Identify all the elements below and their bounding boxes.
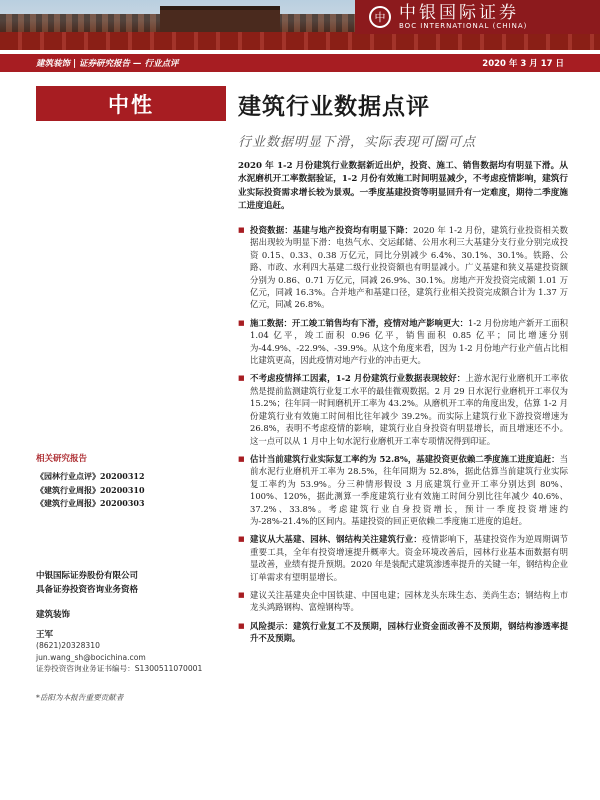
logo-english-name: BOC INTERNATIONAL (CHINA) (399, 22, 528, 30)
company-qualification: 具备证券投资咨询业务资格 (36, 584, 139, 595)
analyst-contact (36, 640, 202, 675)
company-name: 中银国际证券股份有限公司 (36, 571, 139, 581)
related-report-item: 《园林行业点评》20200312 (36, 471, 145, 481)
logo-chinese-name: 中银国际证券 (399, 3, 519, 23)
key-point-item (238, 453, 568, 527)
key-point-lead: 施工数据：开工竣工销售均有下滑，疫情对地产影响更大： (250, 317, 468, 328)
boc-logo-icon: 中 (369, 6, 391, 28)
key-point-text: 1-2 月份房地产新开工面积 1.04 亿平，竣工面积 0.96 亿平，销售面积 0.85 亿平；同比增速分别为-44.9%、-22.9%、-39.9%。从这个角度来看，因为 1-2 月份地产行业产值占比相比建筑更高，因此疫情对地产行业的冲击更大。 (250, 317, 568, 366)
palace-wall-decoration (0, 32, 600, 50)
key-point-item (238, 317, 568, 367)
analyst-license: 证券投资咨询业务证书编号：S1300511070001 (36, 664, 203, 673)
related-research-list (36, 470, 145, 511)
key-point-text: 疫情影响下，基建投资作为逆周期调节重要工具，全年有投资增速提升概率大。资金环境改善后，园林行业基本面数据有明显改善，业绩有提升预期。2020 年是装配式建筑渗透率提升的关键一年，钢结构企业订单需求有望明显增长。 (250, 534, 569, 582)
key-point-lead: 建议从大基建、园林、钢结构关注建筑行业： (250, 534, 423, 545)
report-summary: 2020 年 1-2 月份建筑行业数据新近出炉，投资、施工、销售数据均有明显下滑。从水泥磨机开工率数据验证，1-2 月份有效施工时间明显减少，不考虑疫情影响，建筑行业实际投资需求增长较为景观。一季度基建投资等明显回升有一定难度，期待二季度施工进度追赶。 (238, 161, 568, 211)
key-point-text: 建议关注基建央企中国铁建、中国电建；园林龙头东珠生态、美尚生态；钢结构上市龙头鸿路钢构、富煌钢构等。 (250, 589, 568, 613)
report-category: 建筑装饰 | 证券研究报告 — 行业点评 (36, 59, 179, 69)
key-point-text: 当前水泥行业磨机开工率为 28.5%，往年同期为 52.8%，据此估算当前建筑行业实际复工率约为 53.9%。分三种情形假设 3 月底建筑行业开工率分别达到 80%、100%、120%，据此测算一季度建筑行业有效施工时间分别比往年减少 40.6%、37.2%、33.8%。考虑建筑行业自身投资增长，预计一季度投资增速约为-28%-21.4%的区间内。基建投资的回正更依赖二季度施工进度的追赶。 (250, 453, 568, 526)
key-point-text: 上游水泥行业磨机开工率依然是提前监测建筑行业复工水平的最佳微观数据。2 月 29 日水泥行业磨机开工率仅为 15.2%；往年同一时间磨机开工率为 43.2%。从磨机开工率的角度出发，估算 1-2 月份建筑行业有效施工时间相比往年减少 39.2%。而实际上建筑行业下游投资增速为 26.8%，表明不考虑疫情的影响，建筑行业自身投资有明显增长，而且增速还不小。这一点可以从 1 月中上旬水泥行业磨机开工率专项情况得到印证。 (250, 373, 569, 446)
report-subtitle: 行业数据明显下滑，实际表现可圈可点 (238, 135, 477, 150)
key-point-text: 建筑行业复工不及预期，园林行业资金面改善不及预期，钢结构渗透率提升不及预期。 (250, 620, 569, 644)
report-date: 2020 年 3 月 17 日 (482, 59, 564, 69)
key-point-lead: 估计当前建筑行业实际复工率约为 52.8%，基建投资更依赖二季度施工进度追赶： (250, 453, 560, 464)
key-point-item (238, 224, 568, 311)
key-point-lead: 风险提示： (250, 620, 294, 631)
header-banner-image (0, 0, 600, 50)
related-report-item: 《建筑行业周报》20200310 (36, 484, 145, 495)
analyst-email[interactable]: jun.wang_sh@bocichina.com (36, 652, 146, 662)
report-title: 建筑行业数据点评 (238, 94, 430, 120)
report-meta-bar (0, 54, 600, 72)
company-info (36, 570, 138, 597)
contributor-note: *岳阳为本报告重要贡献者 (36, 693, 124, 702)
key-points-list (238, 224, 568, 651)
key-point-item (238, 589, 568, 614)
key-point-lead: 不考虑疫情择工因素，1-2 月份建筑行业数据表现较好： (250, 373, 466, 384)
related-report-item: 《建筑行业周报》20200303 (36, 498, 145, 508)
key-point-text: 2020 年 1-2 月份，建筑行业投资相关数据出现较为明显下滑：电热气水、交运邮储、公用水利三大基建分支行业分别完成投资 0.15、0.33、0.38 万亿元，同比分别减少 6.4%、30.1%、30.1%。铁路、公路、市政、水利四大基建二级行业投资额也有明显减小。广义基建和狭义基建投资额分别为 0.86、0.71 万亿元，同减 26.9%、30.1%。房地产开发投资完成额 1.01 万亿元，同减 16.3%。合并地产和基建口径，建筑行业相关投资完成额合计为 1.37 万亿元，同减 26.8%。 (250, 225, 568, 310)
company-logo (355, 0, 600, 34)
key-point-item (238, 372, 568, 446)
sector-label: 建筑装饰 (36, 610, 71, 620)
palace-gate-decoration (160, 6, 280, 32)
key-point-lead: 投资数据：基建与地产投资均有明显下降： (250, 225, 414, 235)
related-research-title: 相关研究报告 (36, 454, 88, 464)
rating-badge: 中性 (36, 86, 226, 121)
analyst-name: 王军 (36, 630, 54, 640)
key-point-item (238, 533, 568, 583)
key-point-item (238, 620, 568, 645)
analyst-phone: (8621)20328310 (36, 641, 100, 650)
